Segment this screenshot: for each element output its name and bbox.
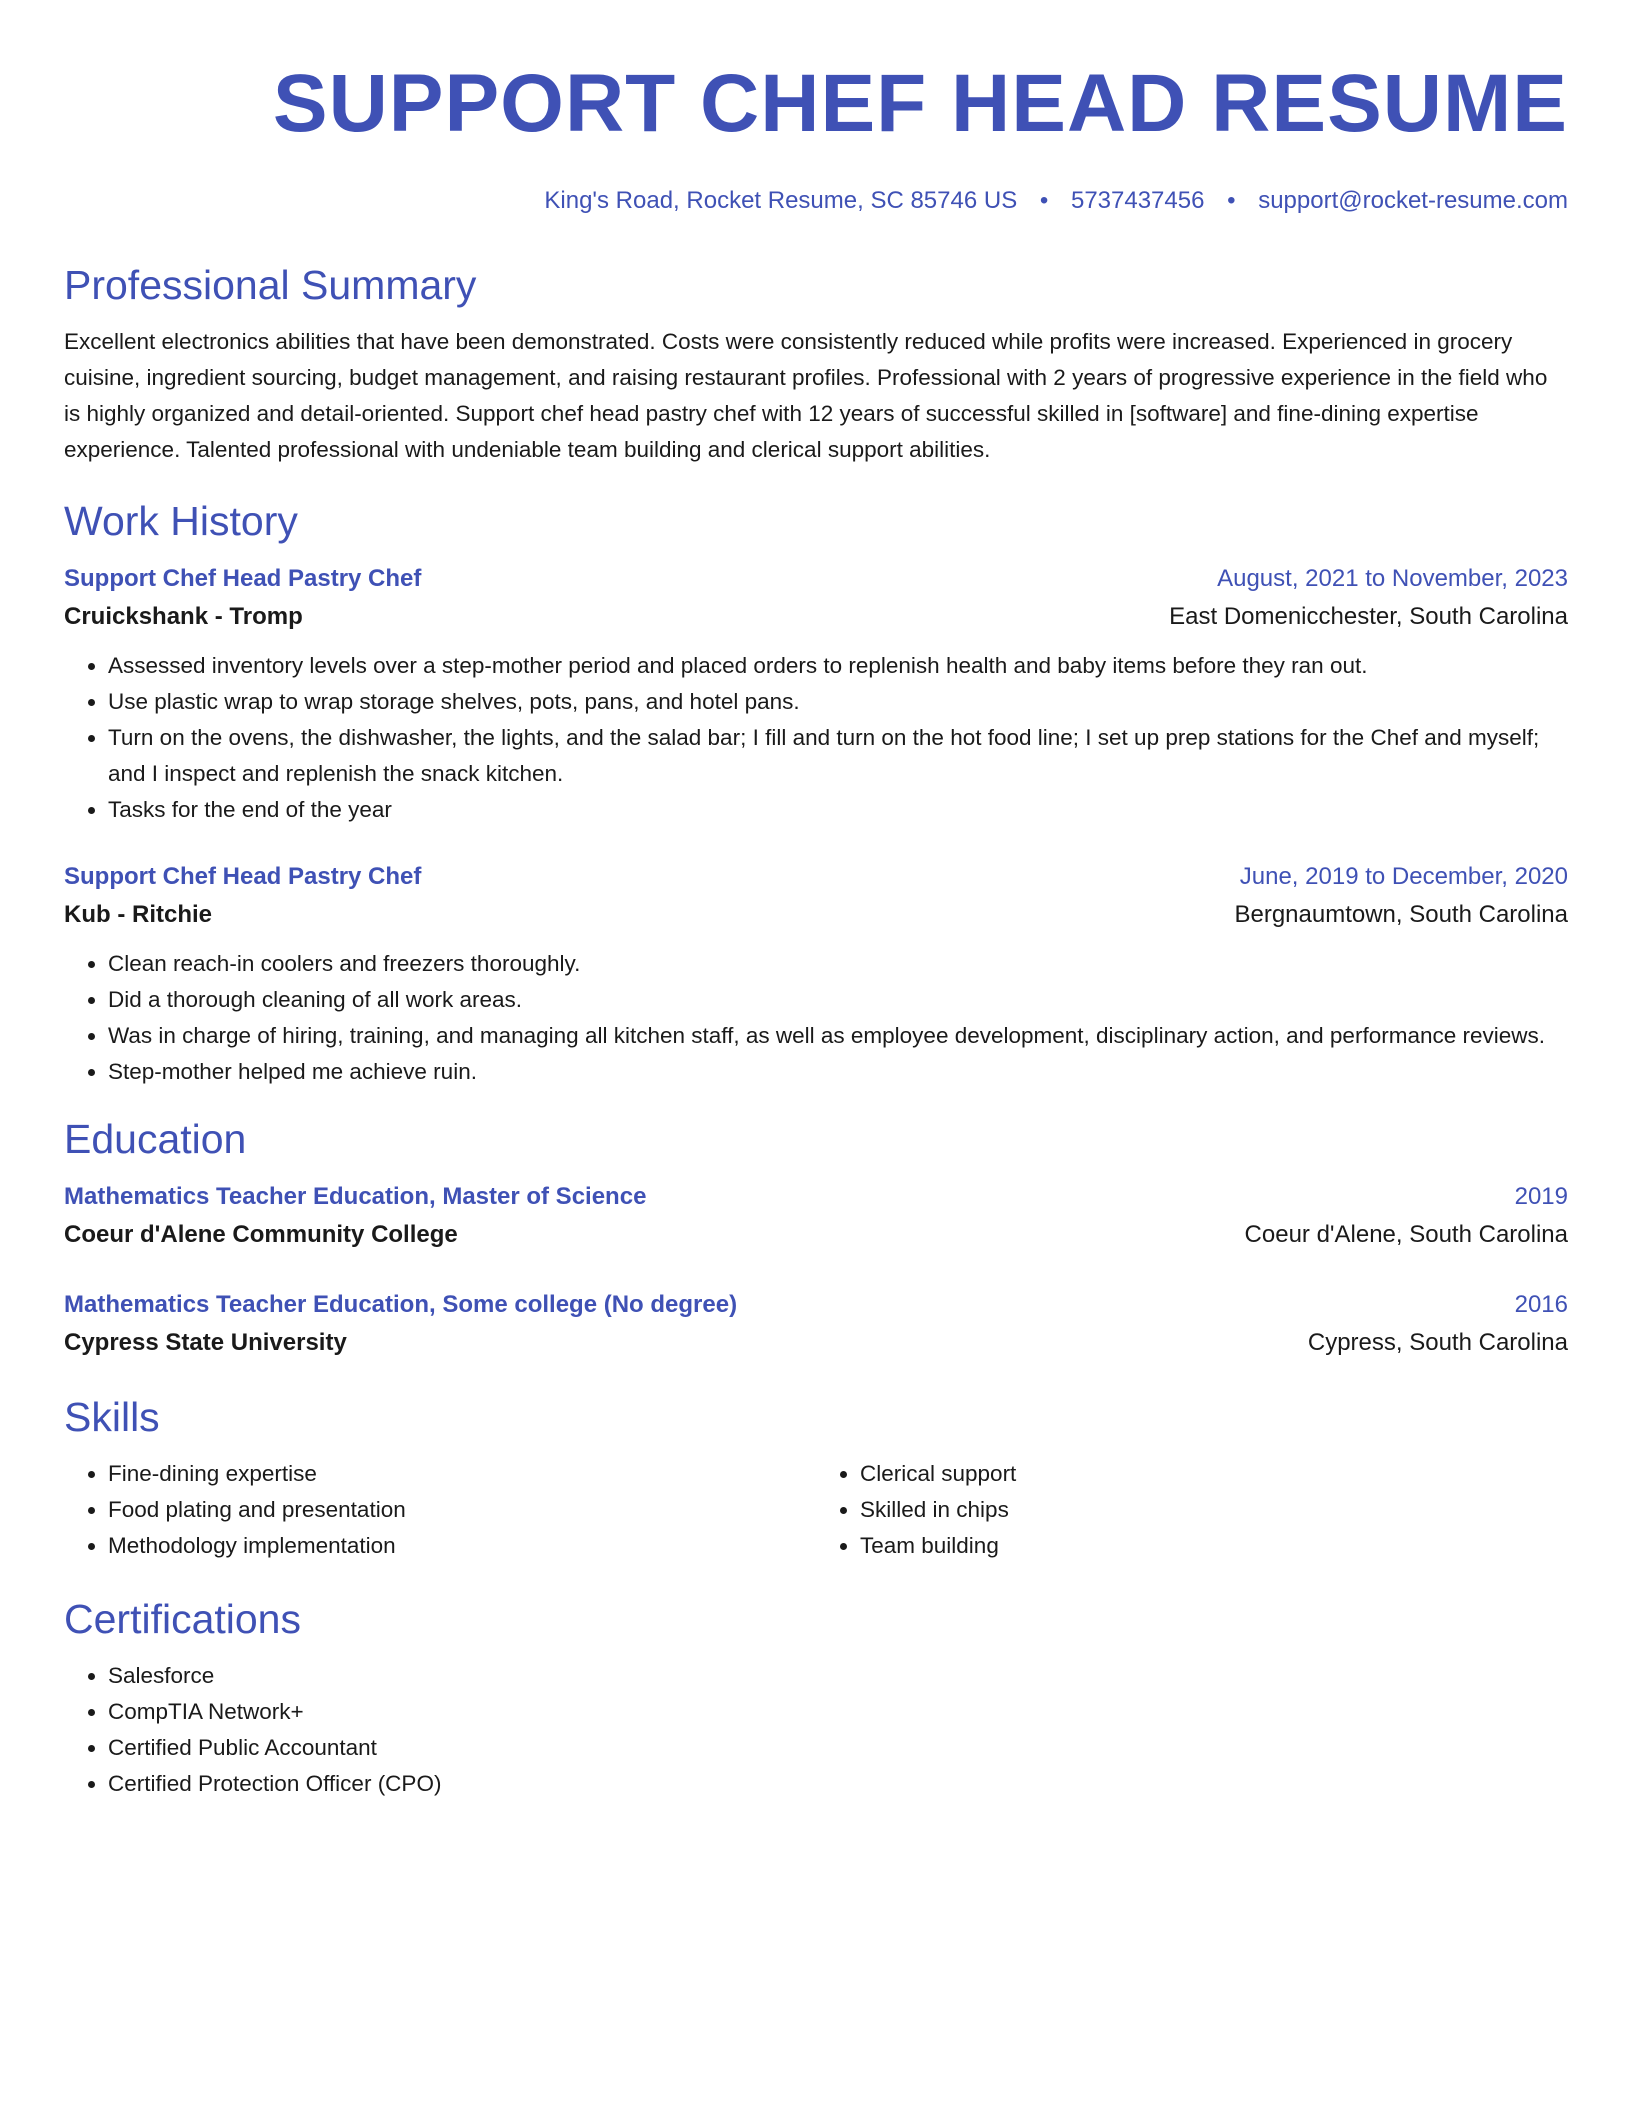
list-item: • Step-mother helped me achieve ruin. [108,1054,1568,1090]
job-company: Cruickshank - Tromp [64,603,303,630]
education-entry [64,1178,1568,1254]
job-company: Kub - Ritchie [64,901,212,928]
certifications-list [64,1658,1568,1802]
list-item: • Clean reach-in coolers and freezers thoroughly. [108,946,1568,982]
education-year: 2019 [1514,1183,1568,1210]
education-entry [64,1286,1568,1362]
job-dates: August, 2021 to November, 2023 [1217,565,1568,592]
education-degree: Mathematics Teacher Education, Some college (No degree) [64,1291,738,1318]
section-title: Work History [64,498,298,544]
list-item: • Salesforce [108,1658,1568,1694]
job-role: Support Chef Head Pastry Chef [64,565,422,592]
contact-separator: • [1039,187,1049,214]
list-item: • Certified Protection Officer (CPO) [108,1766,1568,1802]
list-item: • Tasks for the end of the year [108,792,1568,828]
job-entry [64,560,1568,828]
job-dates: June, 2019 to December, 2020 [1239,863,1568,890]
education-school: Coeur d'Alene Community College [64,1221,458,1248]
education-school: Cypress State University [64,1329,347,1356]
job-location: East Domenicchester, South Carolina [1169,603,1568,630]
contact-phone: 5737437456 [1070,187,1205,214]
list-item: • Skilled in chips [860,1492,1568,1528]
job-bullets [64,946,1568,1090]
education-section [64,1114,1568,1362]
job-location: Bergnaumtown, South Carolina [1234,901,1568,928]
summary-text: Excellent electronics abilities that have been demonstrated. Costs were consistently reduced while profits were increased. Experienced in grocery cuisine, ingredient sourcing, budget management, and raising restaurant profiles. Professional with 2 years of progressive experience in the field who is highly organized and detail-oriented. Support chef head pastry chef with 12 years of successful skilled in [software] and fine-dining expertise experience. Talented professional with undeniable team building and clerical support abilities. [64,329,1548,462]
education-year: 2016 [1514,1291,1568,1318]
section-title: Professional Summary [64,262,477,308]
education-degree: Mathematics Teacher Education, Master of Science [64,1183,647,1210]
list-item: • Assessed inventory levels over a step-mother period and placed orders to replenish health and baby items before they ran out. [108,648,1568,684]
skills-list-left [64,1456,816,1564]
list-item: • Turn on the ovens, the dishwasher, the lights, and the salad bar; I fill and turn on the hot food line; I set up prep stations for the Chef and myself; and I inspect and replenish the snack kitchen. [108,720,1568,792]
list-item: • Was in charge of hiring, training, and managing all kitchen staff, as well as employee development, disciplinary action, and performance reviews. [108,1018,1568,1054]
education-location: Cypress, South Carolina [1307,1329,1568,1356]
section-title: Education [64,1116,247,1162]
list-item: • Did a thorough cleaning of all work areas. [108,982,1568,1018]
contact-separator: • [1227,187,1236,214]
resume-name: SUPPORT CHEF HEAD RESUME [272,58,1568,149]
list-item: • Food plating and presentation [108,1492,816,1528]
list-item: • Certified Public Accountant [108,1730,1568,1766]
resume-header [64,0,1568,216]
list-item: • Use plastic wrap to wrap storage shelves, pots, pans, and hotel pans. [108,684,1568,720]
contact-email[interactable]: support@rocket-resume.com [1258,187,1568,214]
skills-section [64,1392,1568,1564]
education-location: Coeur d'Alene, South Carolina [1244,1221,1568,1248]
contact-line [64,186,1568,216]
job-role: Support Chef Head Pastry Chef [64,863,422,890]
work-history-section [64,496,1568,1090]
skills-columns [64,1456,1568,1564]
list-item: • Methodology implementation [108,1528,816,1564]
list-item: • Fine-dining expertise [108,1456,816,1492]
job-bullets [64,648,1568,828]
skills-list-right [816,1456,1568,1564]
list-item: • CompTIA Network+ [108,1694,1568,1730]
contact-address: King's Road, Rocket Resume, SC 85746 US [544,187,1018,214]
summary-section [64,260,1568,468]
section-title: Certifications [64,1596,301,1642]
certifications-section [64,1594,1568,1802]
job-entry [64,858,1568,1090]
resume-page [64,0,1568,1802]
section-title: Skills [64,1394,160,1440]
list-item: • Team building [860,1528,1568,1564]
list-item: • Clerical support [860,1456,1568,1492]
